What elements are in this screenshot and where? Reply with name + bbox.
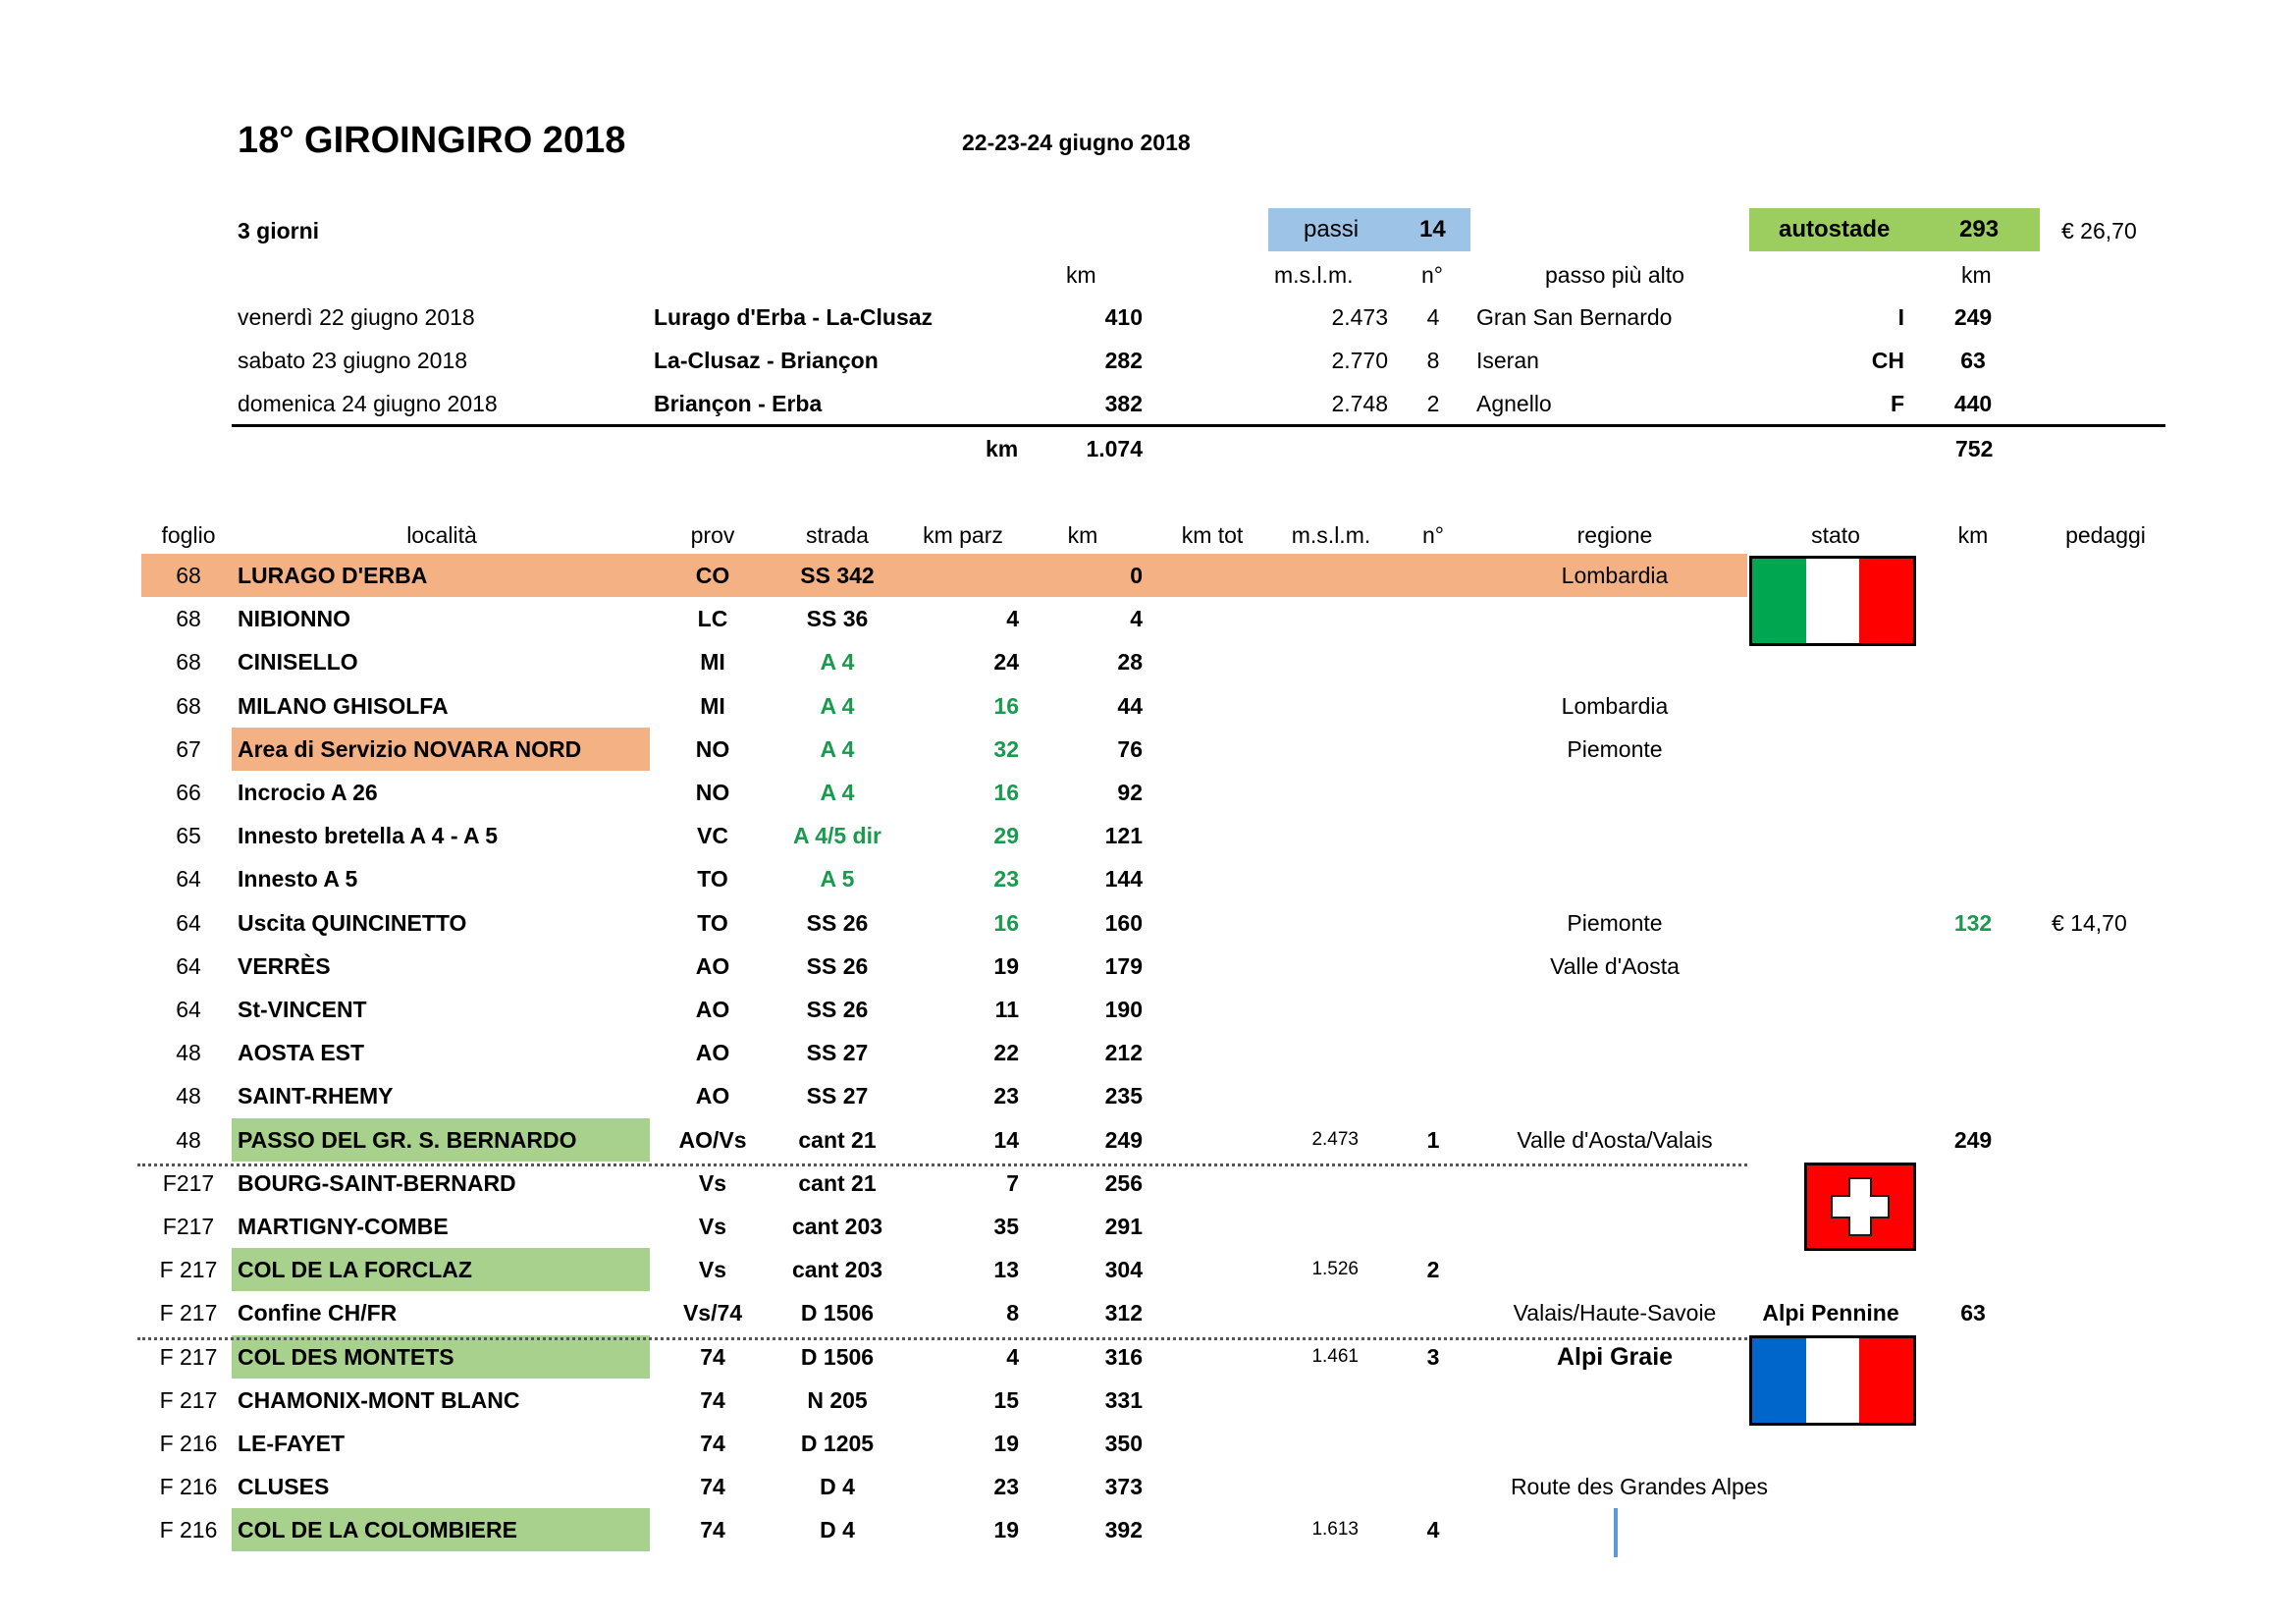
summary-day-km: 382 [1104,391,1143,416]
cell-prov: TO [697,866,728,892]
cell-localita: Uscita QUINCINETTO [238,910,467,936]
cell-strada: N 205 [807,1387,868,1413]
passi-box [1268,208,1470,251]
summary-total-km2: 752 [1955,436,1994,461]
table-row [0,684,2296,728]
cell-prov: AO/Vs [678,1127,747,1153]
passi-label: passi [1304,216,1360,243]
cell-msl: 1.461 [1311,1346,1359,1367]
cell-km: 312 [1104,1300,1143,1326]
cell-prov: AO [695,953,730,979]
cell-localita: VERRÈS [238,953,331,979]
table-row [0,771,2296,814]
summary-day-km2: 440 [1953,391,1993,416]
cell-prov: CO [695,563,730,588]
cell-prov: MI [700,649,725,675]
summary-day-date: domenica 24 giugno 2018 [238,391,498,416]
cell-km-parz: 24 [993,649,1019,675]
cell-localita: MARTIGNY-COMBE [238,1214,449,1239]
cell-msl: 1.526 [1311,1259,1359,1279]
cell-km: 256 [1104,1170,1143,1196]
cell-localita: COL DES MONTETS [238,1344,454,1370]
cell-localita: COL DE LA FORCLAZ [238,1257,472,1282]
summary-day-pass: Iseran [1476,348,1539,373]
cell-km: 92 [1117,780,1143,805]
summary-total-km: 1.074 [1086,436,1143,461]
cell-regione: Alpi Graie [1556,1343,1674,1371]
autostrade-box [1749,208,2040,251]
cell-km: 190 [1104,997,1143,1022]
col-pedaggi: pedaggi [2065,522,2146,548]
italy-flag-icon [1749,556,1916,646]
switzerland-flag-icon [1804,1163,1916,1251]
cell-regione: Valais/Haute-Savoie [1513,1300,1717,1326]
summary-header-msl: m.s.l.m. [1274,262,1354,288]
col-prov: prov [690,522,735,548]
cell-km: 4 [1130,606,1143,631]
cell-msl: 2.473 [1311,1129,1359,1150]
table-row [0,1031,2296,1074]
cell-km2: 249 [1953,1127,1993,1153]
cell-prov: 74 [700,1517,725,1543]
cell-strada: SS 27 [806,1040,869,1065]
cell-km-parz: 4 [1006,606,1019,631]
cell-strada: D 1506 [800,1300,875,1326]
table-row [0,1335,2296,1379]
summary-day-route: La-Clusaz - Briançon [654,348,879,373]
cell-pedaggi: € 14,70 [2052,910,2127,936]
cell-regione: Lombardia [1561,693,1669,719]
cell-km-parz: 16 [993,780,1019,805]
duration: 3 giorni [238,218,320,244]
cell-localita: Incrocio A 26 [238,780,378,805]
cell-prov: 74 [700,1344,725,1370]
cell-foglio: 48 [176,1127,201,1153]
cell-km-parz: 14 [993,1127,1019,1153]
cell-prov: 74 [700,1431,725,1456]
cell-prov: MI [700,693,725,719]
table-row [0,988,2296,1031]
cell-localita: Confine CH/FR [238,1300,398,1326]
cell-regione: Valle d'Aosta [1550,953,1680,979]
summary-day-km2: 63 [1960,348,1986,373]
cell-localita: Innesto bretella A 4 - A 5 [238,823,498,848]
cell-km-parz: 23 [993,866,1019,892]
summary-day-country: I [1897,304,1904,330]
cell-foglio: 68 [176,649,201,675]
cell-msl: 1.613 [1311,1519,1359,1540]
cell-km: 350 [1104,1431,1143,1456]
cell-strada: D 1205 [800,1431,875,1456]
cell-foglio: 64 [176,910,201,936]
col-n: n° [1422,522,1444,548]
cell-prov: 74 [700,1474,725,1499]
cell-localita: AOSTA EST [238,1040,365,1065]
cell-strada: cant 203 [791,1214,883,1239]
cell-localita: CHAMONIX-MONT BLANC [238,1387,520,1413]
cell-strada: A 4 [820,649,855,675]
cell-foglio: F217 [162,1170,215,1196]
cell-strada: A 4 [820,780,855,805]
cell-prov: AO [695,1083,730,1109]
cell-prov: 74 [700,1387,725,1413]
cell-localita: SAINT-RHEMY [238,1083,394,1109]
cell-foglio: F217 [162,1214,215,1239]
table-row [0,1074,2296,1117]
cell-strada: D 1506 [800,1344,875,1370]
cell-localita: BOURG-SAINT-BERNARD [238,1170,516,1196]
cell-km-parz: 22 [993,1040,1019,1065]
cell-km: 212 [1104,1040,1143,1065]
cell-km: 331 [1104,1387,1143,1413]
cell-localita: LE-FAYET [238,1431,346,1456]
summary-day-route: Lurago d'Erba - La-Clusaz [654,304,934,330]
cell-strada: cant 21 [798,1170,877,1196]
cell-n: 1 [1426,1127,1440,1153]
summary-day-country: F [1890,391,1904,416]
cell-km: 235 [1104,1083,1143,1109]
cell-km: 304 [1104,1257,1143,1282]
cell-km-parz: 7 [1006,1170,1019,1196]
cell-strada: SS 27 [806,1083,869,1109]
cell-km-parz: 15 [993,1387,1019,1413]
table-row [0,640,2296,683]
cell-foglio: F 217 [159,1387,218,1413]
cell-regione: Piemonte [1567,736,1663,762]
cell-km-parz: 16 [993,693,1019,719]
summary-day-n: 4 [1426,304,1440,330]
cell-km: 76 [1117,736,1143,762]
cell-prov: AO [695,997,730,1022]
cell-km-parz: 29 [993,823,1019,848]
col-strada: strada [806,522,869,548]
col-km2: km [1957,522,1989,548]
cell-km-parz: 4 [1006,1344,1019,1370]
cell-strada: A 5 [820,866,855,892]
cell-localita: CINISELLO [238,649,358,675]
table-row [0,728,2296,771]
cell-prov: VC [697,823,728,848]
cell-km: 160 [1104,910,1143,936]
summary-day-country: CH [1871,348,1904,373]
summary-day-route: Briançon - Erba [654,391,823,416]
cell-km-parz: 35 [993,1214,1019,1239]
cell-localita: PASSO DEL GR. S. BERNARDO [238,1127,577,1153]
col-stato: stato [1811,522,1860,548]
cell-km: 291 [1104,1214,1143,1239]
cell-km-parz: 8 [1006,1300,1019,1326]
cell-foglio: 48 [176,1040,201,1065]
autostrade-value: 293 [1959,216,2000,243]
cell-regione: Valle d'Aosta/Valais [1517,1127,1713,1153]
cell-km: 144 [1104,866,1143,892]
cell-strada: SS 26 [806,997,869,1022]
cell-regione: Lombardia [1561,563,1669,588]
summary-day-msl: 2.748 [1331,391,1388,416]
cell-foglio: F 217 [159,1257,218,1282]
cell-km: 0 [1130,563,1143,588]
table-row [0,1205,2296,1248]
col-foglio: foglio [161,522,216,548]
summary-day-km: 282 [1104,348,1143,373]
cell-strada: A 4 [820,736,855,762]
cell-strada: SS 26 [806,953,869,979]
cell-strada: cant 21 [798,1127,877,1153]
cell-prov: Vs/74 [682,1300,743,1326]
autostrade-cost: € 26,70 [2061,218,2137,244]
table-row [0,597,2296,640]
summary-day-msl: 2.473 [1331,304,1388,330]
page-title: 18° GIROINGIRO 2018 [238,120,626,161]
event-dates: 22-23-24 giugno 2018 [962,130,1191,155]
cell-strada: SS 342 [800,563,875,588]
summary-day-msl: 2.770 [1331,348,1388,373]
summary-total-label: km [986,436,1019,461]
table-row [0,1422,2296,1465]
table-row [0,1291,2296,1334]
summary-header-km2: km [1961,262,1992,288]
cell-n: 4 [1426,1517,1440,1543]
cell-km: 121 [1104,823,1143,848]
summary-day-date: venerdì 22 giugno 2018 [238,304,475,330]
cell-foglio: 65 [176,823,201,848]
cell-foglio: 68 [176,693,201,719]
col-km-tot: km tot [1181,522,1244,548]
summary-day-pass: Gran San Bernardo [1476,304,1673,330]
cell-km2: 132 [1953,910,1993,936]
cell-prov: Vs [698,1170,727,1196]
cell-km-parz: 19 [993,1431,1019,1456]
border-ch-fr [137,1337,1747,1340]
cell-localita: Area di Servizio NOVARA NORD [238,736,582,762]
border-it-ch [137,1164,1747,1166]
cell-stato: Alpi Pennine [1762,1300,1899,1326]
cell-prov: Vs [698,1214,727,1239]
col-msl: m.s.l.m. [1291,522,1371,548]
summary-day-km2: 249 [1953,304,1993,330]
cell-localita: St-VINCENT [238,997,367,1022]
route-marker [1614,1508,1618,1557]
col-km-parz: km parz [923,522,1003,548]
cell-localita: Innesto A 5 [238,866,358,892]
cell-prov: LC [697,606,728,631]
cell-localita: NIBIONNO [238,606,350,631]
cell-foglio: F 217 [159,1344,218,1370]
summary-day-n: 2 [1426,391,1440,416]
cell-foglio: 68 [176,563,201,588]
cell-prov: TO [697,910,728,936]
cell-km: 316 [1104,1344,1143,1370]
summary-day-n: 8 [1426,348,1440,373]
cell-localita: MILANO GHISOLFA [238,693,449,719]
summary-header-km: km [1066,262,1096,288]
table-row [0,1379,2296,1422]
cell-n: 3 [1426,1344,1440,1370]
cell-km-parz: 23 [993,1474,1019,1499]
table-row [0,857,2296,900]
cell-km-parz: 19 [993,953,1019,979]
passi-value: 14 [1419,216,1446,243]
cell-km: 44 [1117,693,1143,719]
summary-day-km: 410 [1104,304,1143,330]
table-row [0,814,2296,857]
cell-foglio: F 217 [159,1300,218,1326]
cell-localita: CLUSES [238,1474,330,1499]
table-row [0,901,2296,945]
cell-strada: D 4 [820,1474,855,1499]
cell-n: 2 [1426,1257,1440,1282]
cell-km-parz: 19 [993,1517,1019,1543]
cell-km: 373 [1104,1474,1143,1499]
cell-foglio: 64 [176,997,201,1022]
cell-prov: NO [695,780,730,805]
col-km: km [1067,522,1098,548]
cell-strada: cant 203 [791,1257,883,1282]
cell-regione: Route des Grandes Alpes [1510,1474,1769,1499]
summary-divider [232,424,2165,427]
cell-foglio: F 216 [159,1431,218,1456]
cell-strada: SS 26 [806,910,869,936]
cell-strada: D 4 [820,1517,855,1543]
cell-regione: Piemonte [1567,910,1663,936]
cell-km: 28 [1117,649,1143,675]
cell-foglio: 67 [176,736,201,762]
cell-km-parz: 16 [993,910,1019,936]
cell-km-parz: 11 [994,997,1019,1022]
table-row [0,1465,2296,1508]
col-regione: regione [1576,522,1653,548]
cell-km-parz: 13 [993,1257,1019,1282]
cell-foglio: 64 [176,866,201,892]
summary-day-date: sabato 23 giugno 2018 [238,348,468,373]
cell-prov: Vs [698,1257,727,1282]
cell-foglio: 68 [176,606,201,631]
cell-foglio: F 216 [159,1517,218,1543]
cell-foglio: 66 [176,780,201,805]
cell-strada: SS 36 [806,606,869,631]
summary-header-n: n° [1421,262,1443,288]
table-row [0,554,2296,597]
cell-localita: COL DE LA COLOMBIERE [238,1517,517,1543]
france-flag-icon [1749,1335,1916,1426]
cell-km: 249 [1104,1127,1143,1153]
cell-km2: 63 [1960,1300,1986,1326]
cell-strada: A 4/5 dir [793,823,881,848]
table-row [0,1508,2296,1551]
cell-foglio: 64 [176,953,201,979]
cell-km-parz: 23 [993,1083,1019,1109]
table-row [0,1248,2296,1291]
cell-foglio: 48 [176,1083,201,1109]
cell-prov: AO [695,1040,730,1065]
table-row [0,1118,2296,1162]
cell-km-parz: 32 [993,736,1019,762]
summary-header-highest: passo più alto [1545,262,1684,288]
table-row [0,945,2296,988]
cell-strada: A 4 [820,693,855,719]
cell-km: 392 [1104,1517,1143,1543]
col-localita: località [406,522,477,548]
cell-localita: LURAGO D'ERBA [238,563,428,588]
cell-prov: NO [695,736,730,762]
cell-km: 179 [1104,953,1143,979]
autostrade-label: autostade [1779,216,1891,243]
cell-foglio: F 216 [159,1474,218,1499]
summary-day-pass: Agnello [1476,391,1552,416]
table-row [0,1162,2296,1205]
